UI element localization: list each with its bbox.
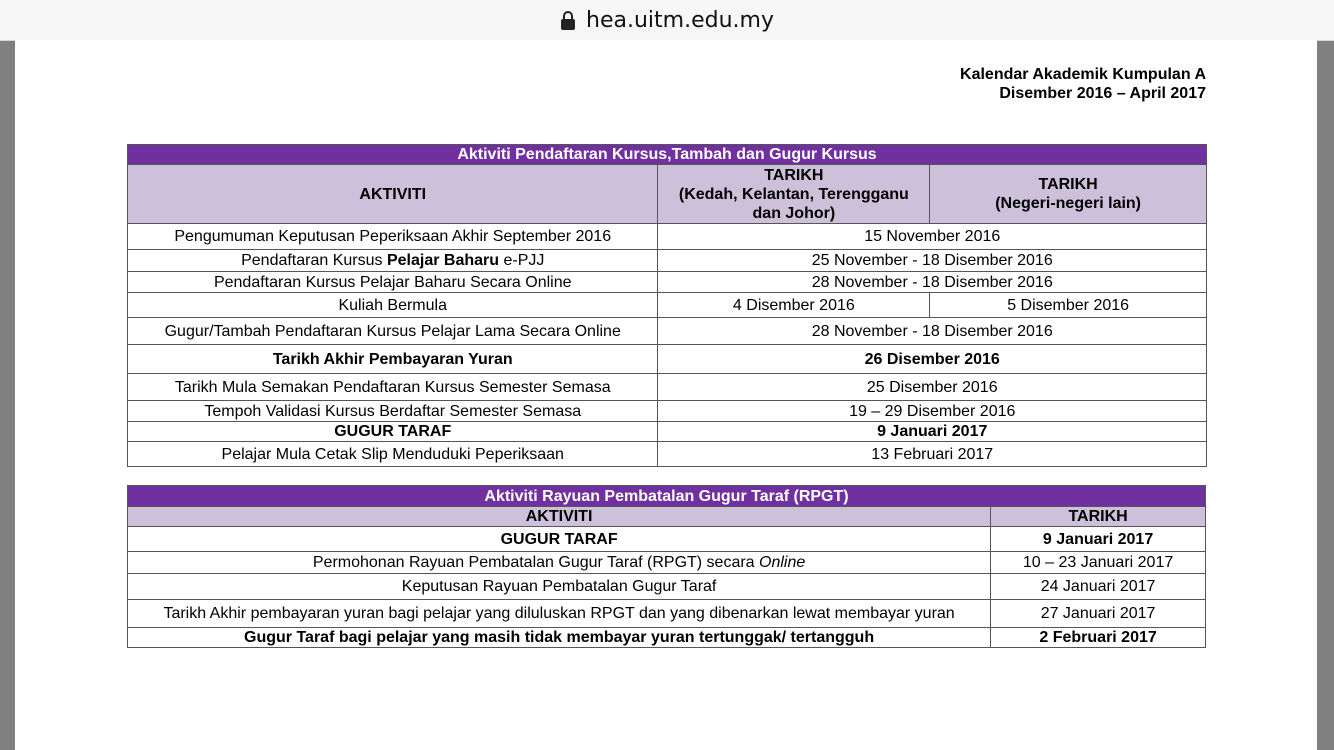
table-row	[128, 345, 1207, 374]
table-row	[128, 250, 1207, 272]
document-header	[960, 65, 1206, 103]
activity-cell: GUGUR TARAF	[128, 422, 658, 442]
date-cell: 10 – 23 Januari 2017	[991, 552, 1206, 574]
activity-cell: Permohonan Rayuan Pembatalan Gugur Taraf (RPGT) secara Online	[128, 552, 991, 574]
table-title: Aktiviti Pendaftaran Kursus,Tambah dan Gugur Kursus	[128, 145, 1207, 165]
table-row	[128, 628, 1206, 648]
table-row	[128, 600, 1206, 628]
registration-activities-table	[127, 144, 1207, 467]
table-row	[128, 574, 1206, 600]
table-row	[128, 401, 1207, 422]
column-header-tarikh: TARIKH	[991, 507, 1206, 527]
browser-address-bar[interactable]	[0, 0, 1334, 41]
column-header-tarikh-group2: TARIKH (Negeri-negeri lain)	[930, 165, 1207, 224]
table-row	[128, 293, 1207, 318]
table-row	[128, 552, 1206, 574]
date-cell: 27 Januari 2017	[991, 600, 1206, 628]
date-cell: 28 November - 18 Disember 2016	[658, 318, 1207, 345]
activity-cell: Gugur/Tambah Pendaftaran Kursus Pelajar Lama Secara Online	[128, 318, 658, 345]
header-period: Disember 2016 – April 2017	[999, 85, 1206, 102]
table-row	[128, 374, 1207, 401]
url-text[interactable]: hea.uitm.edu.my	[586, 7, 774, 33]
date-cell: 28 November - 18 Disember 2016	[658, 272, 1207, 293]
date-cell-group1: 4 Disember 2016	[658, 293, 930, 318]
activity-cell: GUGUR TARAF	[128, 527, 991, 552]
activity-cell: Pengumuman Keputusan Peperiksaan Akhir September 2016	[128, 224, 658, 250]
column-header-tarikh-group1: TARIKH (Kedah, Kelantan, Terengganu dan Johor)	[658, 165, 930, 224]
activity-cell: Kuliah Bermula	[128, 293, 658, 318]
table-row	[128, 422, 1207, 442]
activity-cell: Tempoh Validasi Kursus Berdaftar Semester Semasa	[128, 401, 658, 422]
header-title: Kalendar Akademik Kumpulan A	[960, 66, 1206, 83]
lock-icon	[560, 11, 576, 31]
table-row	[128, 272, 1207, 293]
date-cell: 9 Januari 2017	[658, 422, 1207, 442]
date-cell: 25 Disember 2016	[658, 374, 1207, 401]
column-header-aktiviti: AKTIVITI	[128, 165, 658, 224]
date-cell: 25 November - 18 Disember 2016	[658, 250, 1207, 272]
activity-cell: Pendaftaran Kursus Pelajar Baharu Secara Online	[128, 272, 658, 293]
column-header-aktiviti: AKTIVITI	[128, 507, 991, 527]
date-cell: 24 Januari 2017	[991, 574, 1206, 600]
date-cell: 9 Januari 2017	[991, 527, 1206, 552]
date-cell: 13 Februari 2017	[658, 442, 1207, 467]
table-row	[128, 442, 1207, 467]
table-row	[128, 224, 1207, 250]
date-cell: 2 Februari 2017	[991, 628, 1206, 648]
table-row	[128, 527, 1206, 552]
rpgt-activities-table	[127, 485, 1206, 648]
activity-cell: Gugur Taraf bagi pelajar yang masih tidak membayar yuran tertunggak/ tertangguh	[128, 628, 991, 648]
activity-cell: Keputusan Rayuan Pembatalan Gugur Taraf	[128, 574, 991, 600]
table-row	[128, 318, 1207, 345]
table-title: Aktiviti Rayuan Pembatalan Gugur Taraf (RPGT)	[128, 486, 1206, 507]
date-cell-group2: 5 Disember 2016	[930, 293, 1207, 318]
activity-cell: Tarikh Akhir pembayaran yuran bagi pelajar yang diluluskan RPGT dan yang dibenarkan lewat membayar yuran	[128, 600, 991, 628]
activity-cell: Tarikh Mula Semakan Pendaftaran Kursus Semester Semasa	[128, 374, 658, 401]
activity-cell: Pelajar Mula Cetak Slip Menduduki Peperiksaan	[128, 442, 658, 467]
date-cell: 19 – 29 Disember 2016	[658, 401, 1207, 422]
activity-cell: Pendaftaran Kursus Pelajar Baharu e-PJJ	[128, 250, 658, 272]
activity-cell: Tarikh Akhir Pembayaran Yuran	[128, 345, 658, 374]
date-cell: 26 Disember 2016	[658, 345, 1207, 374]
document-page	[15, 40, 1317, 750]
date-cell: 15 November 2016	[658, 224, 1207, 250]
